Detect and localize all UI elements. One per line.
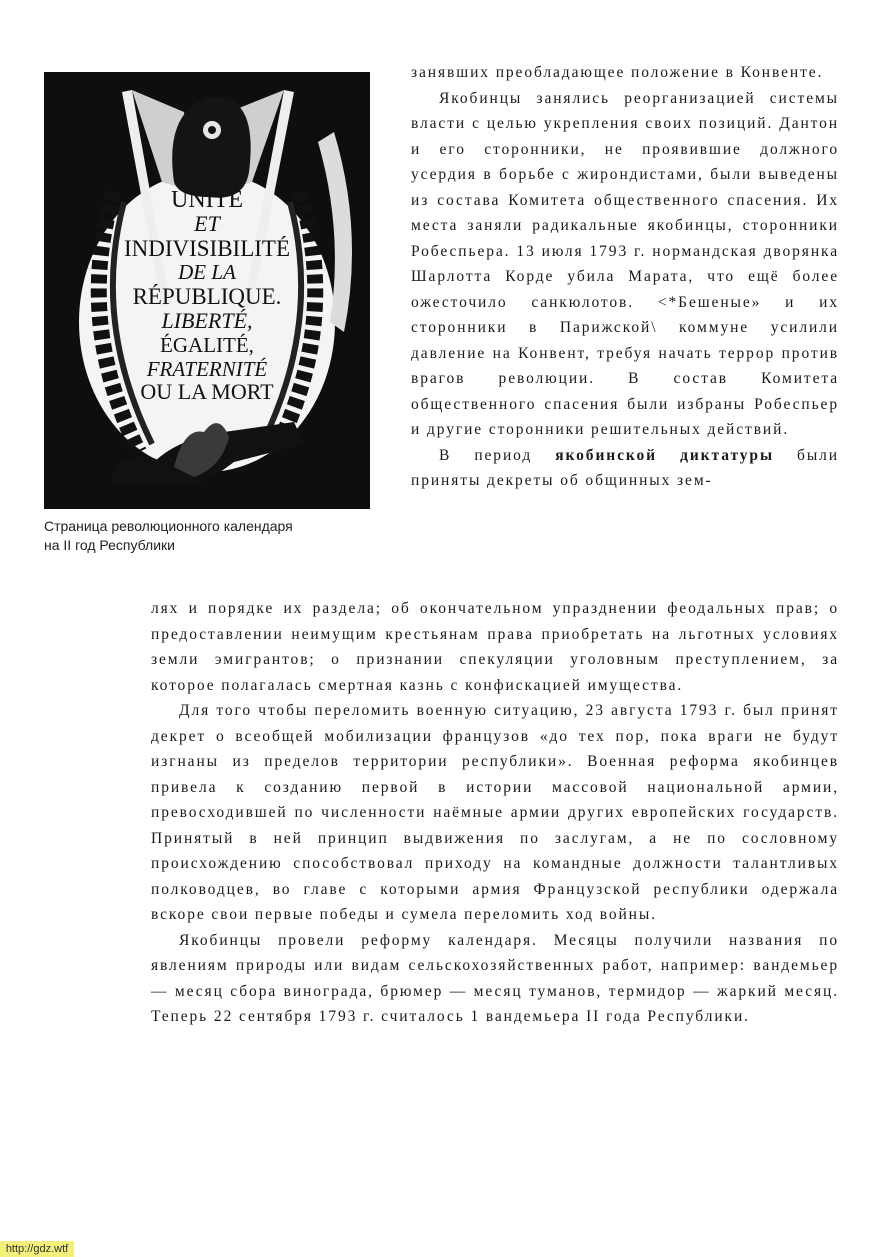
calendar-page-illustration	[44, 72, 370, 509]
inscription-line-6: LIBERTÉ,	[161, 308, 253, 333]
inscription-line-4: DE LA	[178, 260, 236, 284]
inscription-line-5: RÉPUBLIQUE.	[132, 284, 282, 309]
dictatorship-term: якобинской диктатуры	[555, 446, 774, 464]
inscription-line-3: INDIVISIBILITÉ	[123, 236, 291, 261]
figure-caption	[44, 517, 374, 555]
calendar-page-engraving	[44, 72, 370, 509]
paragraph-calendar-reform: Якобинцы провели реформу календаря. Месяцы получили названия по явлениям природы или видам сельскохозяйственных работ, например: вандемьер — месяц сбора винограда, брюмер — месяц туманов, термидор — жаркий месяц. Теперь 22 сентября 1793 г. считалось 1 вандемьера II года Республики.	[151, 931, 839, 1025]
inscription-line-7: ÉGALITÉ,	[160, 333, 254, 357]
full-width-text	[151, 596, 839, 1030]
inscription-line-1: UNITÉ	[171, 187, 243, 213]
caption-line-1: Страница революционного календаря	[44, 518, 293, 534]
caption-line-2: на II год Республики	[44, 537, 175, 553]
paragraph-military-reform: Для того чтобы переломить военную ситуацию, 23 августа 1793 г. был принят декрет о всеобщей мобилизации французов «до тех пор, пока враги не будут изгнаны из пределов территории республики». Военная реформа якобинцев привела к созданию первой в истории массовой национальной армии, превосходившей по численности наёмные армии других европейских государств. Принятый в ней принцип выдвижения по заслугам, а не по сословному происхождению способствовал приходу на командные должности талантливых полководцев, во главе с которыми армия Французской республики одержала вскоре свои первые победы и сумела переломить ход войны.	[151, 702, 839, 923]
dictatorship-tail: были приняты декреты об общинных зем-	[411, 446, 839, 489]
paragraph-decrees: лях и порядке их раздела; об окончательном упразднении феодальных прав; о предоставлении неимущим крестьянам права приобретать на льготных условиях земли эмигрантов; о признании спекуляции уголовным преступлением, за которое полагалась смертная казнь с конфискацией имущества.	[151, 600, 839, 694]
paragraph-reorganization: Якобинцы занялись реорганизацией системы власти с целью укрепления своих позиций. Дантон и его сторонники, не проявившие должного усердия в борьбе с жирондистами, были выведены из состава Комитета общественного спасения. Их места заняли радикальные якобинцы, сторонники Робеспьера. 13 июля 1793 г. нормандская дворянка Шарлотта Корде убила Марата, что ещё более ожесточило санкюлотов. <*Бешеные» и их сторонники в Парижской\ коммуне усилили давление на Конвент, требуя начать террор против врагов революции. В состав Комитета общественного спасения были избраны Робеспьер и другие сторонники решительных действий.	[411, 89, 839, 438]
dictatorship-lead: В период	[439, 446, 556, 464]
inscription-line-9: OU LA MORT	[140, 379, 274, 404]
inscription-line-8: FRATERNITÉ	[146, 357, 268, 381]
paragraph-dictatorship-start	[411, 443, 839, 494]
inscription-line-2: ET	[194, 211, 220, 236]
paragraph-continuation: занявших преобладающее положение в Конвенте.	[411, 64, 824, 81]
site-watermark: http://gdz.wtf	[0, 1241, 74, 1257]
right-column-text	[411, 60, 839, 494]
